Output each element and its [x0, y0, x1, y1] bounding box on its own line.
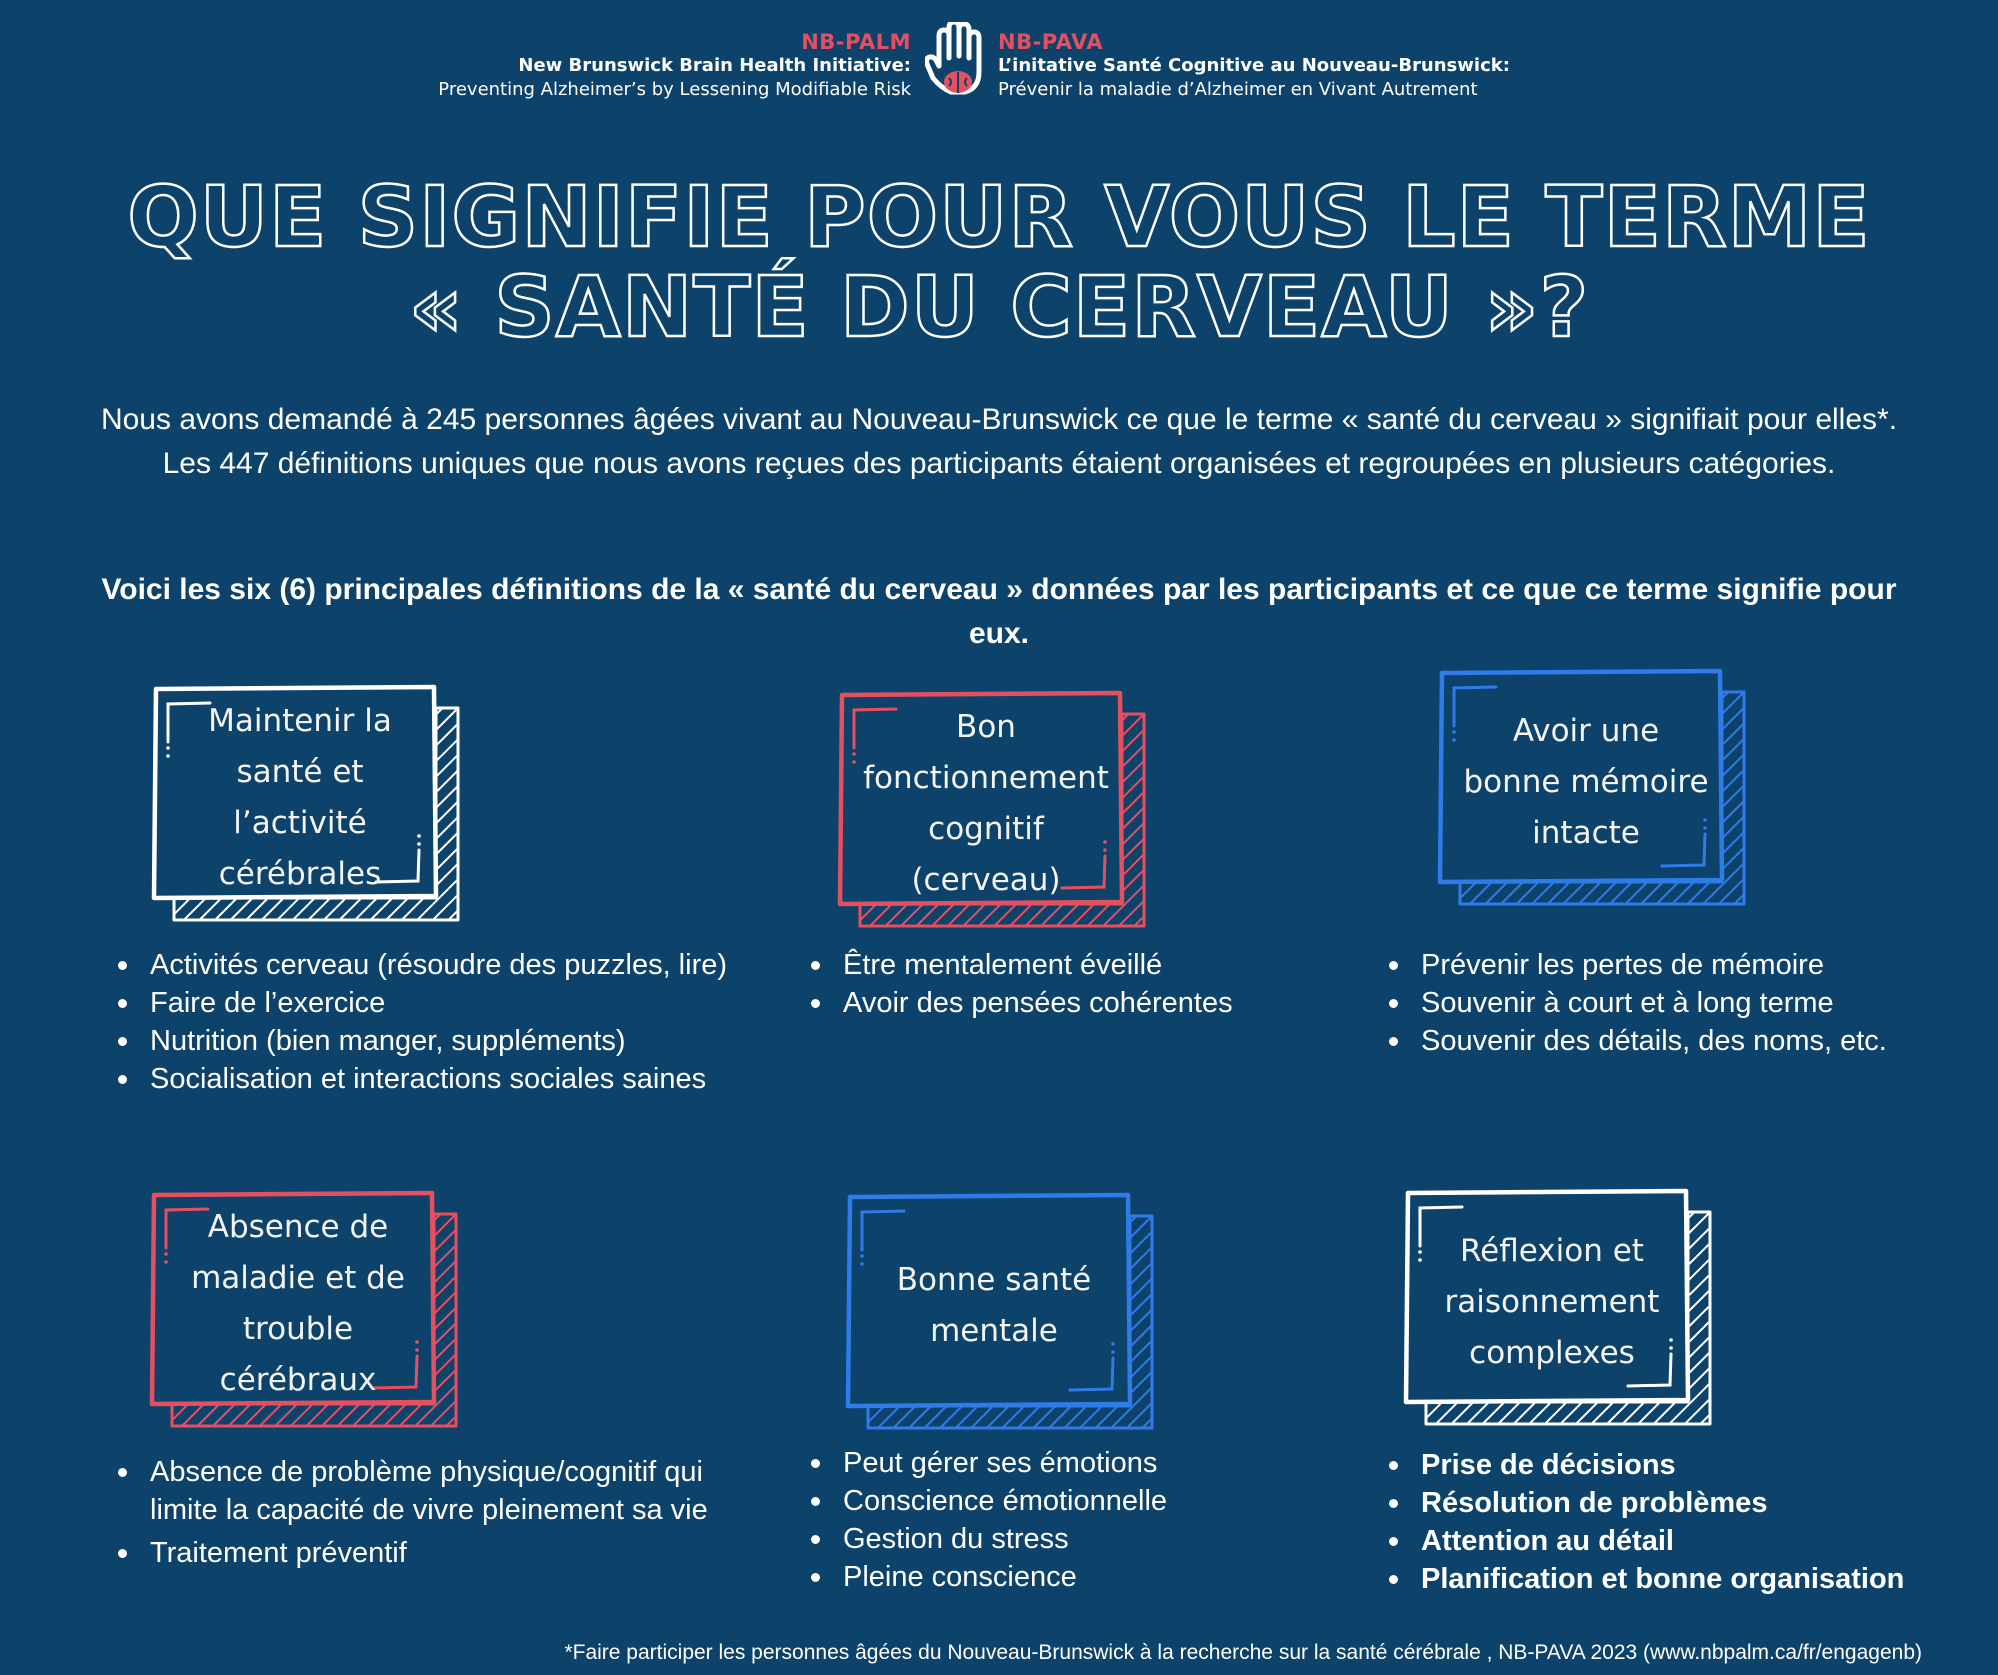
list-item: Traitement préventif	[112, 1534, 712, 1572]
list-item: Conscience émotionnelle	[805, 1482, 1365, 1520]
category-card-reasoning	[1404, 1190, 1724, 1430]
list-item: Avoir des pensées cohérentes	[805, 984, 1365, 1022]
category-title: Bon fonctionnement cognitif (cerveau)	[863, 709, 1109, 898]
category-list-memory	[1383, 946, 1923, 1060]
list-item: Prévenir les pertes de mémoire	[1383, 946, 1923, 984]
header	[0, 22, 1998, 112]
nb-palm-title: New Brunswick Brain Health Initiative:	[518, 55, 911, 76]
category-title: Maintenir la santé et l’activité cérébrales	[208, 703, 392, 892]
list-item: Planification et bonne organisation	[1383, 1560, 1963, 1598]
category-title: Réflexion et raisonnement complexes	[1444, 1232, 1660, 1371]
category-card-mental-health	[846, 1194, 1166, 1434]
intro-paragraph: Nous avons demandé à 245 personnes âgées vivant au Nouveau-Brunswick ce que le terme « santé du cerveau » signifiait pour elles*. Les 447 définitions uniques que nous avons reçues des participants étaient organisées et regroupées en plusieurs catégories.	[100, 403, 1898, 480]
page-title	[0, 168, 1998, 356]
hand-brain-logo-icon	[925, 22, 989, 102]
list-item: Souvenir des détails, des noms, etc.	[1383, 1022, 1923, 1060]
category-title: Absence de maladie et de trouble cérébraux	[191, 1209, 405, 1398]
category-card-absence-of-disease	[150, 1192, 470, 1432]
category-card-cognitive-function	[838, 692, 1158, 932]
list-item: Absence de problème physique/cognitif qui limite la capacité de vivre pleinement sa vie	[112, 1453, 712, 1529]
nb-pava-title: L’initative Santé Cognitive au Nouveau-Brunswick:	[998, 55, 1510, 76]
list-item: Attention au détail	[1383, 1522, 1963, 1560]
category-title: Bonne santé mentale	[896, 1262, 1092, 1349]
header-left-block	[438, 30, 911, 102]
header-right-block	[998, 30, 1510, 102]
page-title-line-1: QUE SIGNIFIE POUR VOUS LE TERME	[127, 168, 1871, 266]
category-card-memory	[1438, 670, 1758, 910]
nb-pava-subtitle: Prévenir la maladie d’Alzheimer en Vivant Autrement	[998, 79, 1478, 100]
list-item: Nutrition (bien manger, suppléments)	[112, 1022, 732, 1060]
category-list-reasoning	[1383, 1446, 1963, 1598]
category-list-absence-of-disease	[112, 1453, 712, 1572]
list-item: Pleine conscience	[805, 1558, 1365, 1596]
lead-paragraph: Voici les six (6) principales définitions de la « santé du cerveau » données par les participants et ce que ce terme signifie pour eux.	[101, 573, 1897, 650]
category-title: Avoir une bonne mémoire intacte	[1463, 712, 1709, 851]
category-list-brain-activity	[112, 946, 732, 1098]
list-item: Gestion du stress	[805, 1520, 1365, 1558]
list-item: Être mentalement éveillé	[805, 946, 1365, 984]
nb-palm-tag: NB-PALM	[801, 30, 911, 54]
category-list-cognitive-function	[805, 946, 1365, 1022]
category-list-mental-health	[805, 1444, 1365, 1596]
page-title-line-2: « SANTÉ DU CERVEAU »?	[408, 258, 1590, 356]
list-item: Résolution de problèmes	[1383, 1484, 1963, 1522]
footnote-citation: *Faire participer les personnes âgées du Nouveau-Brunswick à la recherche sur la santé cérébrale , NB-PAVA 2023 (www.nbpalm.ca/fr/engagenb)	[564, 1641, 1922, 1664]
list-item: Prise de décisions	[1383, 1446, 1963, 1484]
nb-palm-subtitle: Preventing Alzheimer’s by Lessening Modifiable Risk	[438, 79, 911, 100]
category-card-brain-activity	[152, 686, 472, 926]
list-item: Souvenir à court et à long terme	[1383, 984, 1923, 1022]
nb-pava-tag: NB-PAVA	[998, 30, 1104, 54]
list-item: Peut gérer ses émotions	[805, 1444, 1365, 1482]
list-item: Activités cerveau (résoudre des puzzles, lire)	[112, 946, 732, 984]
list-item: Socialisation et interactions sociales saines	[112, 1060, 732, 1098]
list-item: Faire de l’exercice	[112, 984, 732, 1022]
